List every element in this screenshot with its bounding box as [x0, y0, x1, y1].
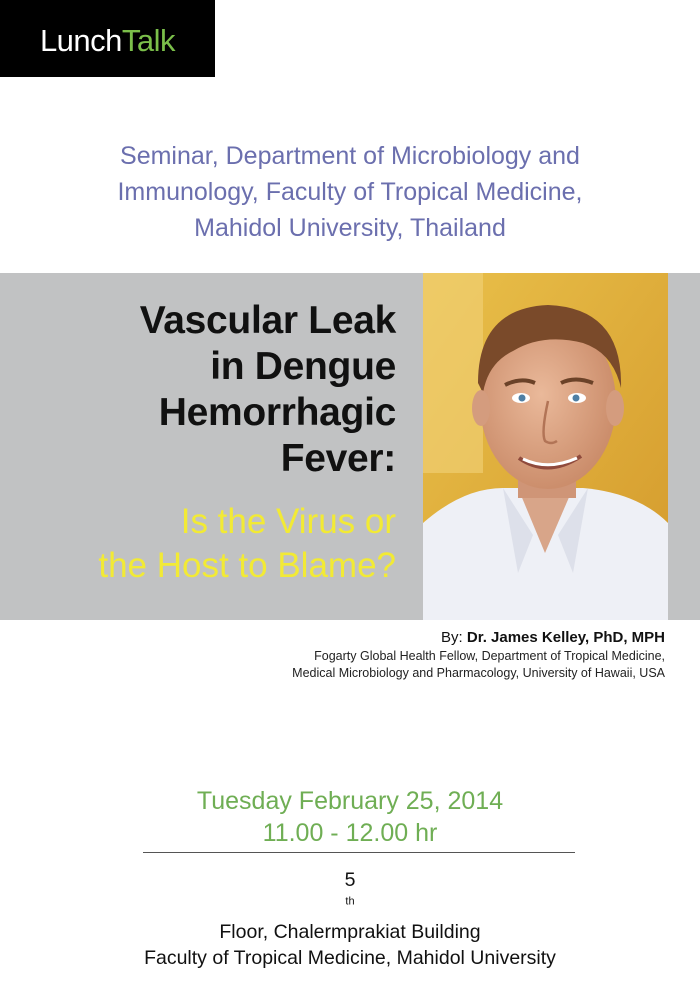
venue-floor-rest: Floor, Chalermprakiat Building: [219, 921, 481, 943]
seminar-line-1: Seminar, Department of Microbiology and: [120, 142, 580, 170]
divider-line: [143, 852, 575, 853]
speaker-photo: [423, 273, 668, 620]
event-time: 11.00 - 12.00 hr: [262, 819, 438, 847]
talk-title-line-1: Vascular Leak: [139, 299, 396, 342]
speaker-portrait-illustration: [423, 273, 668, 620]
venue-line-1: [0, 867, 700, 945]
logo-lunch-text: Lunch: [39, 22, 122, 58]
talk-title: [140, 298, 396, 482]
seminar-line-3: Mahidol University, Thailand: [194, 214, 506, 242]
speaker-affiliation-line-2: Medical Microbiology and Pharmacology, University of Hawaii, USA: [292, 666, 665, 680]
venue-floor-number: 5: [344, 869, 356, 891]
talk-title-line-3: Hemorrhagic: [158, 391, 396, 434]
seminar-line-2: Immunology, Faculty of Tropical Medicine,: [117, 178, 583, 206]
talk-title-line-4: Fever:: [280, 437, 396, 480]
speaker-affiliation-line-1: Fogarty Global Health Fellow, Department of Tropical Medicine,: [314, 649, 665, 663]
event-venue: [0, 867, 700, 971]
talk-subtitle: [98, 500, 396, 588]
venue-floor-suffix: th: [345, 895, 355, 908]
speaker-info: [292, 628, 665, 682]
event-datetime: [0, 785, 700, 849]
talk-title-line-2: in Dengue: [210, 345, 396, 388]
talk-subtitle-line-2: the Host to Blame?: [98, 546, 396, 585]
venue-line-2: Faculty of Tropical Medicine, Mahidol University: [144, 947, 556, 969]
talk-subtitle-line-1: Is the Virus or: [180, 502, 396, 541]
speaker-by-line: [292, 628, 665, 648]
seminar-heading: [0, 138, 700, 246]
speaker-by-prefix: By:: [441, 629, 467, 646]
speaker-name: Dr. James Kelley, PhD, MPH: [466, 629, 665, 646]
event-date: Tuesday February 25, 2014: [196, 787, 504, 815]
logo-talk-text: Talk: [121, 22, 176, 58]
lunchtalk-logo: [0, 0, 215, 77]
